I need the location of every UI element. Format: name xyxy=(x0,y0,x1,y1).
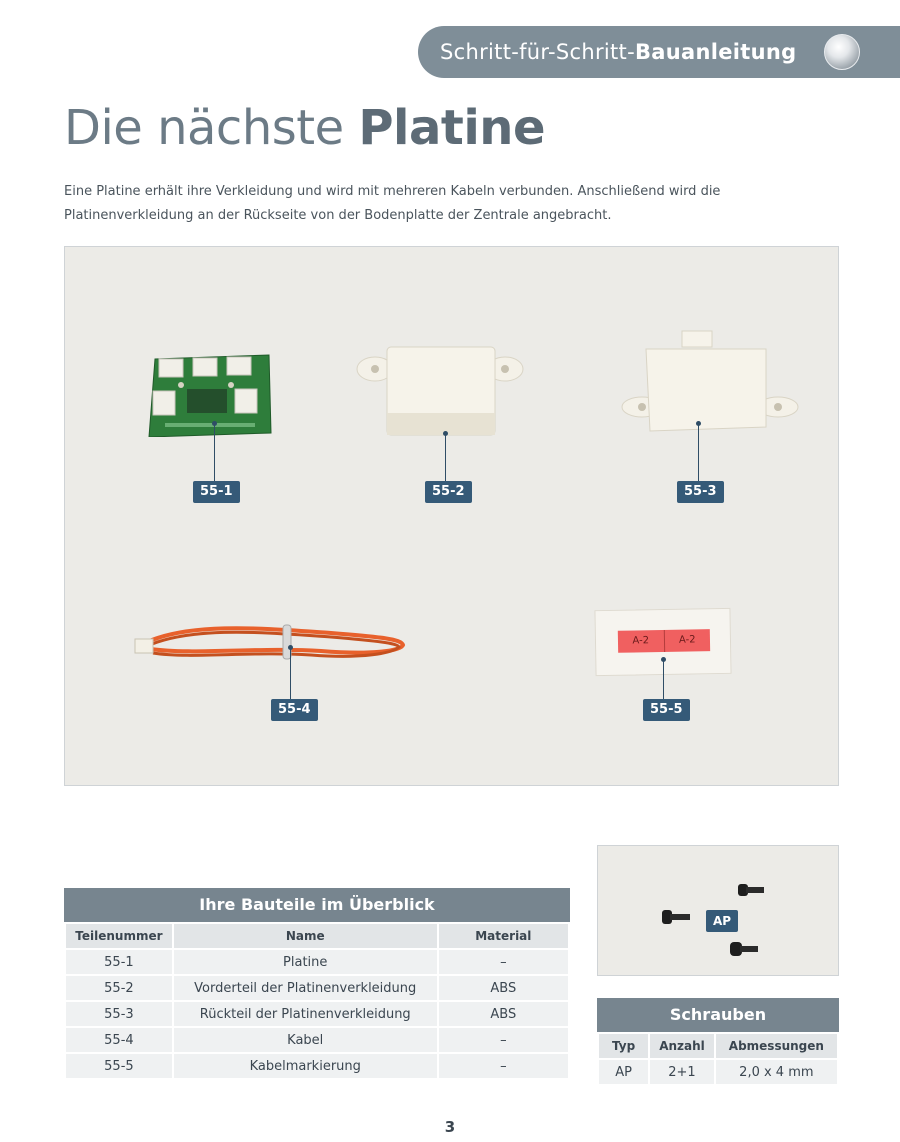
screw-icon xyxy=(736,880,766,900)
header-ball-icon xyxy=(824,34,860,70)
part-material-cell: – xyxy=(438,949,569,975)
leader-55-2 xyxy=(445,433,446,481)
part-material-cell: – xyxy=(438,1053,569,1079)
leader-dot-55-5 xyxy=(661,657,666,662)
part-material-cell: ABS xyxy=(438,1001,569,1027)
screws-photo xyxy=(597,845,839,976)
part-label-55-2: 55-2 xyxy=(425,481,472,503)
header-type: Typ xyxy=(598,1033,649,1059)
title-bold: Platine xyxy=(358,100,546,156)
leader-55-4 xyxy=(290,647,291,699)
cable-image xyxy=(131,615,411,665)
screw-icon xyxy=(728,938,760,960)
part-label-55-5: 55-5 xyxy=(643,699,690,721)
cable-marker-text-left: A-2 xyxy=(618,630,665,653)
part-name-cell: Kabel xyxy=(173,1027,438,1053)
part-label-55-3: 55-3 xyxy=(677,481,724,503)
screws-table-caption: Schrauben xyxy=(597,998,839,1032)
title-normal: Die nächste xyxy=(64,100,359,156)
leader-55-3 xyxy=(698,423,699,481)
page-title xyxy=(64,100,545,156)
part-number-cell: 55-3 xyxy=(65,1001,173,1027)
cable-marker-text-right: A-2 xyxy=(678,634,696,646)
table-row xyxy=(65,949,569,975)
part-number-cell: 55-5 xyxy=(65,1053,173,1079)
screw-type-label: AP xyxy=(706,910,738,932)
screws-table xyxy=(597,998,839,1086)
components-photo xyxy=(64,246,839,786)
screw-icon xyxy=(660,908,692,926)
screw-count-cell: 2+1 xyxy=(649,1059,714,1085)
part-number-cell: 55-1 xyxy=(65,949,173,975)
leader-55-1 xyxy=(214,423,215,481)
part-name-cell: Rückteil der Platinenverkleidung xyxy=(173,1001,438,1027)
leader-dot-55-2 xyxy=(443,431,448,436)
table-row xyxy=(65,1001,569,1027)
table-row xyxy=(598,1059,838,1085)
section-header-tab xyxy=(418,26,900,78)
part-label-55-4: 55-4 xyxy=(271,699,318,721)
part-name-cell: Kabelmarkierung xyxy=(173,1053,438,1079)
parts-table-caption: Ihre Bauteile im Überblick xyxy=(64,888,570,922)
screw-type-cell: AP xyxy=(598,1059,649,1085)
pcb-image xyxy=(145,351,275,437)
part-number-cell: 55-4 xyxy=(65,1027,173,1053)
leader-dot-55-1 xyxy=(212,421,217,426)
cable-marker-strip xyxy=(618,629,710,653)
header-dimensions: Abmessungen xyxy=(715,1033,838,1059)
leader-55-5 xyxy=(663,659,664,699)
header-material: Material xyxy=(438,923,569,949)
leader-dot-55-4 xyxy=(288,645,293,650)
part-material-cell: – xyxy=(438,1027,569,1053)
header-bold: Bauanleitung xyxy=(634,40,797,64)
table-row xyxy=(65,1053,569,1079)
page-number: 3 xyxy=(444,1118,456,1136)
leader-dot-55-3 xyxy=(696,421,701,426)
part-number-cell: 55-2 xyxy=(65,975,173,1001)
part-name-cell: Platine xyxy=(173,949,438,975)
front-cover-image xyxy=(355,343,525,443)
parts-table-header-row xyxy=(65,923,569,949)
back-cover-image xyxy=(620,327,800,437)
part-name-cell: Vorderteil der Platinenverkleidung xyxy=(173,975,438,1001)
screw-dimensions-cell: 2,0 x 4 mm xyxy=(715,1059,838,1085)
header-name: Name xyxy=(173,923,438,949)
intro-text: Eine Platine erhält ihre Verkleidung und wird mit mehreren Kabeln verbunden. Anschließend wird die Platinenverkleidung an der Rückseite von der Bodenplatte der Zentrale angebracht. xyxy=(64,184,721,223)
table-row xyxy=(65,975,569,1001)
header-prefix: Schritt-für-Schritt- xyxy=(440,40,635,64)
header-part-number: Teilenummer xyxy=(65,923,173,949)
table-row xyxy=(65,1027,569,1053)
header-count: Anzahl xyxy=(649,1033,714,1059)
part-material-cell: ABS xyxy=(438,975,569,1001)
part-label-55-1: 55-1 xyxy=(193,481,240,503)
screws-table-header-row xyxy=(598,1033,838,1059)
parts-overview-table xyxy=(64,888,570,1080)
